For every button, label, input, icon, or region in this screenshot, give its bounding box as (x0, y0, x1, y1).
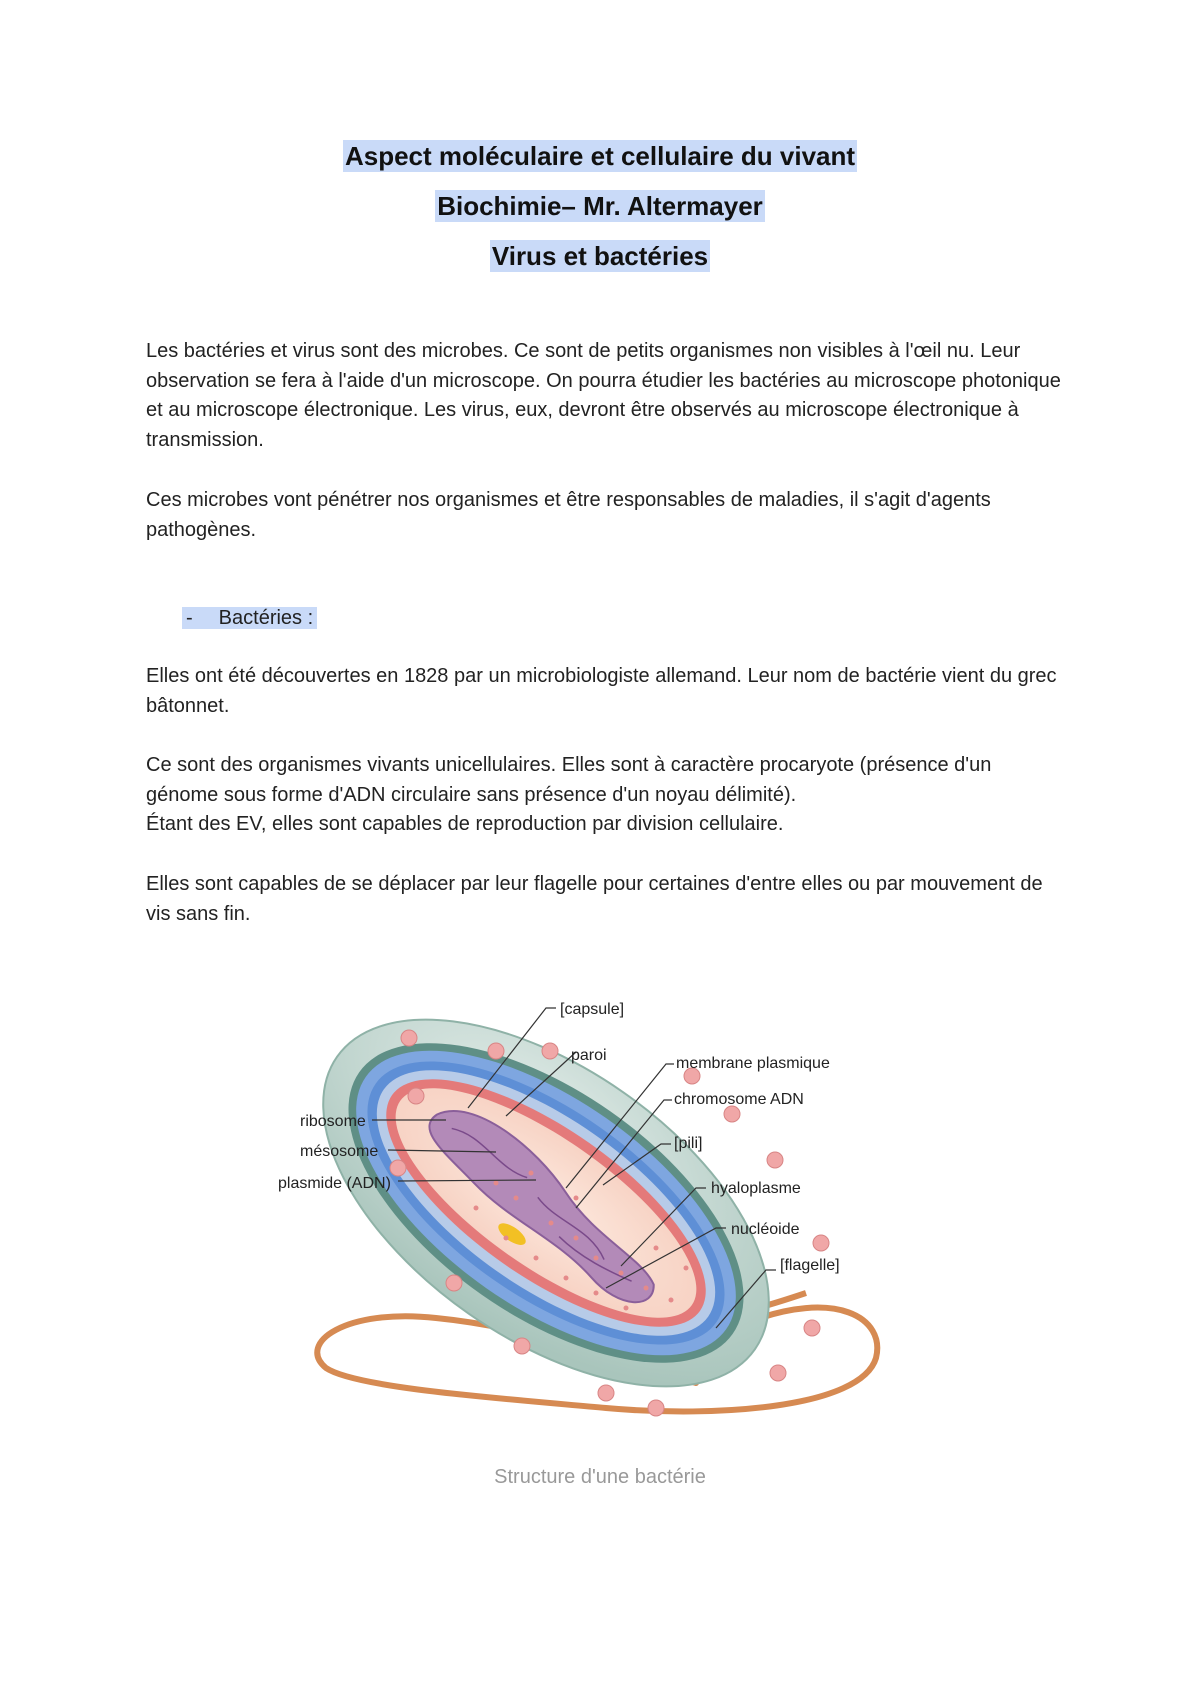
label-mesosome: mésosome (300, 1143, 379, 1160)
document-subtitle: Biochimie– Mr. Altermayer (437, 191, 763, 221)
paragraph-intro: Les bactéries et virus sont des microbes. Ce sont de petits organismes non visibles à l'œil nu. Leur observation se fera à l'aide d'un microscope. On pourra étudier les bactéries au microscope photonique et au microscope électronique. Les virus, eux, devront être observés au microscope électronique à transmission. (146, 340, 1061, 451)
label-membrane-plasmique: membrane plasmique (676, 1055, 830, 1072)
paragraph-discovery: Elles ont été découvertes en 1828 par un microbiologiste allemand. Leur nom de bactérie vient du grec bâtonnet. (146, 665, 1057, 717)
section-heading-bacteries (182, 604, 317, 633)
label-chromosome-adn: chromosome ADN (674, 1091, 804, 1108)
label-flagelle: [flagelle] (780, 1257, 840, 1274)
label-ribosome: ribosome (300, 1113, 366, 1130)
figure-caption: Structure d'une bactérie (494, 1466, 706, 1488)
label-capsule: [capsule] (560, 1001, 625, 1018)
document-title: Aspect moléculaire et cellulaire du vivant (344, 141, 856, 171)
paragraph-movement: Elles sont capables de se déplacer par leur flagelle pour certaines d'entre elles ou par mouvement de vis sans fin. (146, 873, 1043, 925)
bullet-dash: - (186, 607, 193, 629)
document-topic: Virus et bactéries (491, 241, 709, 271)
label-paroi: paroi (571, 1047, 607, 1064)
label-nucleoide: nucléoide (731, 1221, 800, 1238)
label-plasmide-adn: plasmide (ADN) (278, 1175, 391, 1192)
paragraph-pathogens: Ces microbes vont pénétrer nos organismes et être responsables de maladies, il s'agit d'agents pathogènes. (146, 489, 991, 541)
title-block (0, 140, 1200, 290)
section-heading-label: Bactéries : (218, 607, 314, 629)
paragraph-unicellular-line1: Ce sont des organismes vivants unicellulaires. Elles sont à caractère procaryote (présence d'un génome sous forme d'ADN circulaire sans présence d'un noyau délimité). (146, 754, 992, 806)
label-hyaloplasme: hyaloplasme (711, 1180, 801, 1197)
bacteria-structure-diagram (276, 988, 936, 1448)
paragraph-unicellular (146, 751, 1066, 840)
paragraph-unicellular-line2: Étant des EV, elles sont capables de reproduction par division cellulaire. (146, 813, 784, 835)
label-pili: [pili] (674, 1135, 703, 1152)
